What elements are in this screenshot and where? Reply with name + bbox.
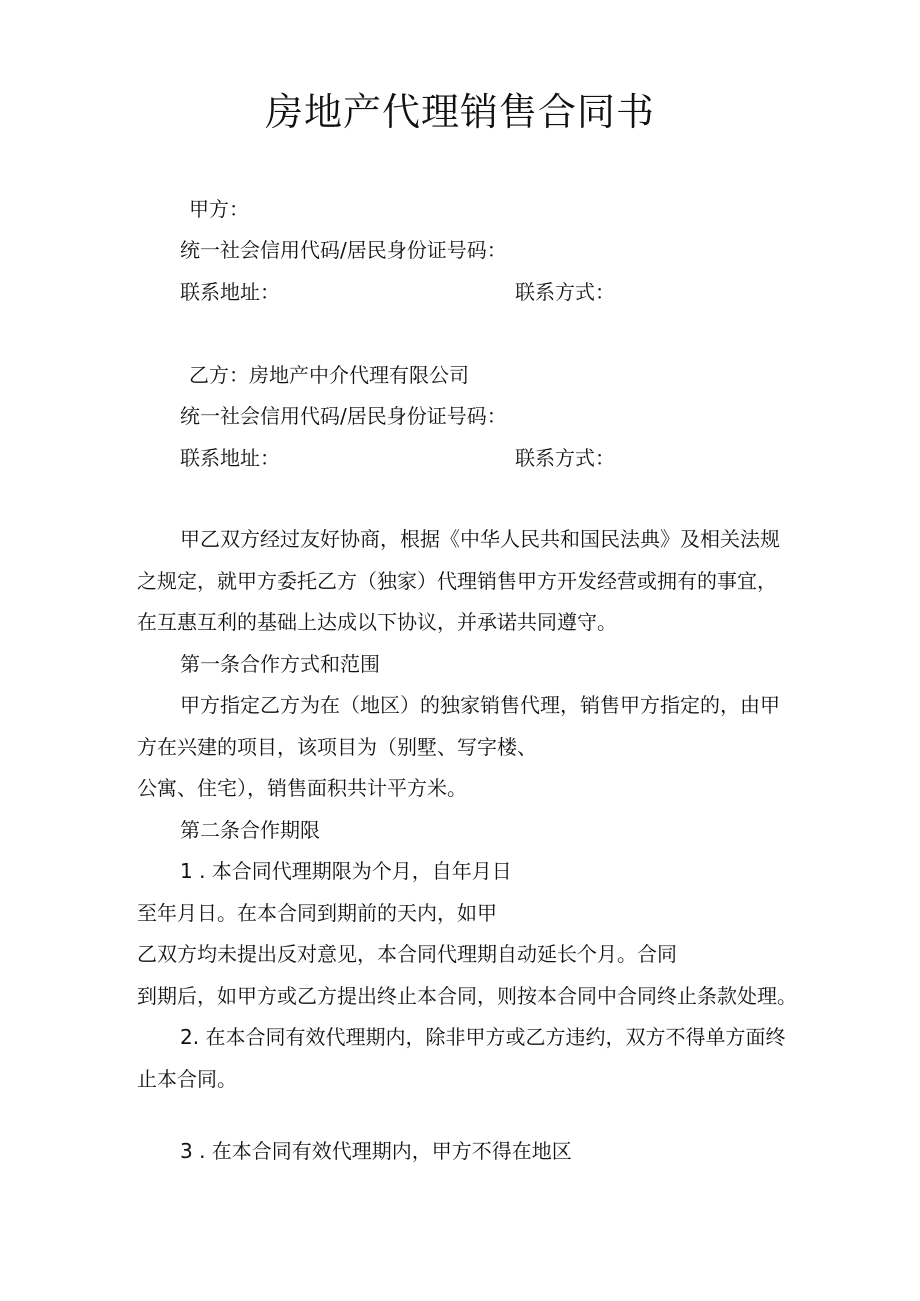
article1-line: 公寓、住宅），销售面积共计平方米。 xyxy=(137,776,467,800)
intro-line: 之规定，就甲方委托乙方（独家）代理销售甲方开发经营或拥有的事宜， xyxy=(137,569,777,593)
article2-clause1-line: 至年月日。在本合同到期前的天内，如甲 xyxy=(137,901,497,925)
party-a-contact: 联系方式： xyxy=(515,280,615,304)
party-a-id-code: 统一社会信用代码/居民身份证号码： xyxy=(180,238,507,262)
intro-line: 甲乙双方经过友好协商，根据《中华人民共和国民法典》及相关法规 xyxy=(180,527,780,551)
intro-line: 在互惠互利的基础上达成以下协议，并承诺共同遵守。 xyxy=(137,610,617,634)
article1-line: 甲方指定乙方为在（地区）的独家销售代理，销售甲方指定的，由甲 xyxy=(180,693,780,717)
party-b-label: 乙方：房地产中介代理有限公司 xyxy=(189,363,469,387)
article1-heading: 第一条合作方式和范围 xyxy=(180,652,380,676)
document-title: 房地产代理销售合同书 xyxy=(264,90,655,134)
party-a-label: 甲方： xyxy=(189,197,249,221)
article2-clause1-line: 到期后，如甲方或乙方提出终止本合同，则按本合同中合同终止条款处理。 xyxy=(137,984,797,1008)
article2-clause3-line: 3 . 在本合同有效代理期内，甲方不得在地区 xyxy=(180,1139,572,1163)
party-b-address: 联系地址： xyxy=(180,446,280,470)
party-b-id-code: 统一社会信用代码/居民身份证号码： xyxy=(180,404,507,428)
article2-heading: 第二条合作期限 xyxy=(180,818,320,842)
article2-clause2-line: 止本合同。 xyxy=(137,1067,237,1091)
article2-clause1-line: 1 . 本合同代理期限为个月，自年月日 xyxy=(180,859,512,883)
article1-line: 方在兴建的项目，该项目为（别墅、写字楼、 xyxy=(137,735,537,759)
party-b-contact: 联系方式： xyxy=(515,446,615,470)
article2-clause2-line: 2. 在本合同有效代理期内，除非甲方或乙方违约，双方不得单方面终 xyxy=(180,1025,786,1049)
article2-clause1-line: 乙双方均未提出反对意见，本合同代理期自动延长个月。合同 xyxy=(137,942,677,966)
party-a-address: 联系地址： xyxy=(180,280,280,304)
